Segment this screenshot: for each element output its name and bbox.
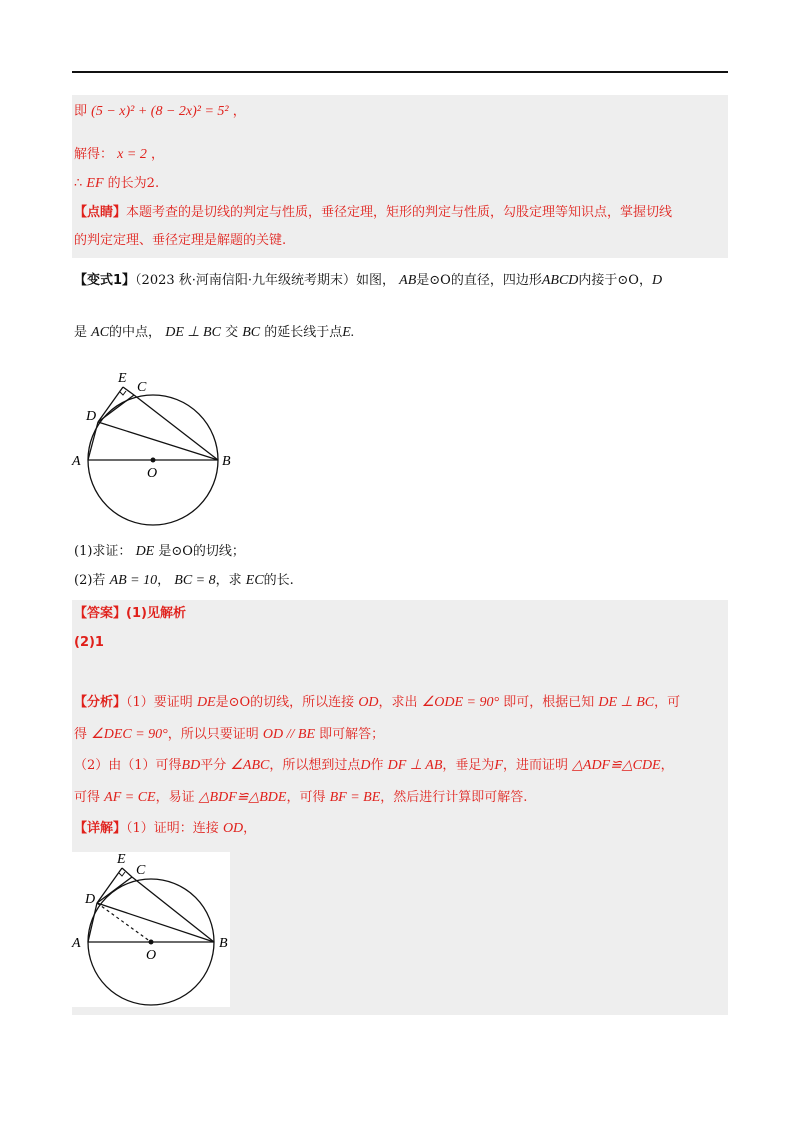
segment-bc (132, 877, 214, 942)
segment-db (98, 422, 218, 460)
analysis-line-3: （2）由（1）可得BD平分 ∠ABC，所以想到过点D作 DF ⊥ AB，垂足为F，进而证明 △ADF≌△CDE， (74, 758, 674, 773)
geometry-figure-2 (62, 848, 242, 1008)
label-d: D (85, 892, 96, 907)
label-a: A (72, 936, 81, 951)
detail-line: 【详解】（1）证明：连接 OD， (74, 821, 257, 836)
problem-line-2: 是 AC的中点， DE ⊥ BC 交 BC 的延长线于点E. (74, 325, 355, 340)
answer-line-1: 【答案】(1)见解析 (74, 606, 186, 621)
segment-de (97, 868, 122, 903)
segment-bc (134, 395, 218, 460)
point-tag: 【点睛】 (74, 205, 127, 220)
analysis-line-2: 得 ∠DEC = 90°，所以只要证明 OD // BE 即可解答； (74, 727, 385, 742)
center-dot (151, 458, 156, 463)
segment-ad (88, 903, 97, 942)
header-rule (72, 71, 728, 73)
label-b: B (219, 936, 228, 951)
detail-tag: 【详解】 (74, 821, 127, 836)
segment-od-dashed (97, 903, 151, 942)
answer-tag: 【答案】 (74, 606, 127, 621)
segment-ec (123, 387, 134, 395)
segment-ec (122, 868, 132, 877)
analysis-tag: 【分析】 (74, 695, 127, 710)
point-line-2: 的判定定理、垂径定理是解题的关键. (74, 233, 287, 248)
question-2: (2)若 AB = 10， BC = 8，求 EC的长. (74, 573, 294, 588)
segment-dc (97, 877, 132, 903)
point-line-1: 【点睛】本题考查的是切线的判定与性质，垂径定理，矩形的判定与性质，勾股定理等知识点，掌握切线 (74, 205, 673, 220)
center-dot (149, 940, 154, 945)
right-angle-mark (120, 391, 126, 395)
analysis-line-1: 【分析】（1）要证明 DE是⊙O的切线，所以连接 OD，求出 ∠ODE = 90° 即可，根据已知 DE ⊥ BC，可 (74, 695, 681, 710)
solution-line-1: 即 (5 − x)² + (8 − 2x)² = 5² ， (74, 104, 246, 119)
geometry-figure-1 (62, 365, 242, 530)
label-b: B (222, 454, 231, 469)
segment-ad (88, 422, 98, 460)
equation: (5 − x)² + (8 − 2x)² = 5² (91, 104, 229, 119)
analysis-line-4: 可得 AF = CE，易证 △BDF≌△BDE，可得 BF = BE，然后进行计算即可解答. (74, 790, 528, 805)
solution-line-3: ∴ EF 的长为2. (74, 176, 160, 191)
problem-line-1: 【变式1】（2023 秋·河南信阳·九年级统考期末）如图， AB是⊙O的直径，四边形ABCD内接于⊙O，D (74, 273, 663, 288)
problem-tag: 【变式1】 (74, 273, 136, 288)
segment-db (97, 903, 214, 942)
right-angle-mark (119, 872, 125, 876)
label-e: E (118, 371, 127, 386)
label-o: O (147, 466, 158, 481)
label-c: C (136, 863, 146, 878)
label-o: O (146, 948, 157, 963)
label-a: A (72, 454, 81, 469)
label-e: E (117, 852, 126, 867)
solution-line-2: 解得： x = 2 ， (74, 147, 164, 162)
answer-line-2: (2)1 (74, 635, 104, 650)
segment-dc (98, 395, 134, 422)
question-1: (1)求证： DE 是⊙O的切线； (74, 544, 245, 559)
label-c: C (137, 380, 147, 395)
label-d: D (86, 409, 97, 424)
